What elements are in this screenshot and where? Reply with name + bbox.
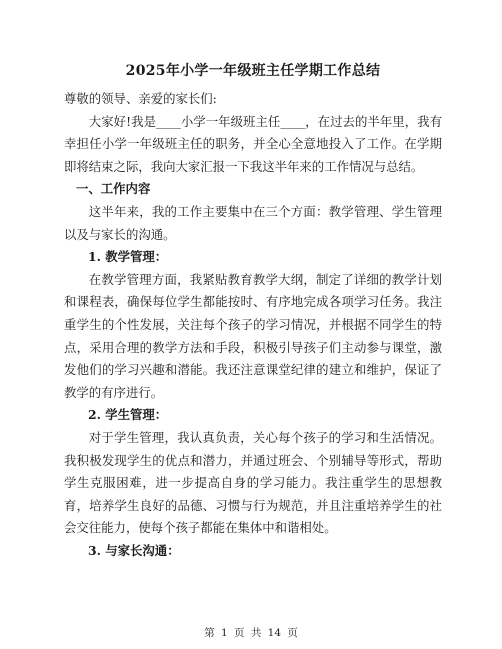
page-number-footer: 第 1 页 共 14 页 — [204, 627, 298, 639]
paragraph-student-management: 对于学生管理，我认真负责，关心每个孩子的学习和生活情况。我积极发现学生的优点和潜力，并通过班会、个别辅导等形式，帮助学生克服困难，进一步提高自身的学习能力。我注重学生的思想教育，培养学生良好的品德、习惯与行为规范，并且注重培养学生的社会交往能力，使每个孩子都能在集体中和谐相处。 — [64, 429, 442, 536]
intro-paragraph: 大家好!我是____小学一年级班主任____，在过去的半年里，我有幸担任小学一年级班主任的职务，并全心全意地投入了工作。在学期即将结束之际，我向大家汇报一下我这半年来的工作情况与总结。 — [64, 113, 442, 174]
subheading-parent-communication: 3. 与家长沟通： — [88, 542, 180, 558]
section-paragraph-work-content: 这半年来，我的工作主要集中在三个方面：教学管理、学生管理以及与家长的沟通。 — [64, 203, 442, 242]
greeting-line: 尊敬的领导、亲爱的家长们: — [64, 91, 217, 106]
document-body — [64, 60, 442, 562]
section-heading-work-content: 一、工作内容 — [76, 181, 151, 197]
subheading-teaching-management: 1. 教学管理： — [88, 249, 168, 265]
paragraph-teaching-management: 在教学管理方面，我紧贴教育教学大纲，制定了详细的教学计划和课程表，确保每位学生都能按时、有序地完成各项学习任务。我注重学生的个性发展，关注每个孩子的学习情况，并根据不同学生的特点，采用合理的教学方法和手段，积极引导孩子们主动参与课堂，激发他们的学习兴趣和潜能。我还注意课堂纪律的建立和维护，保证了教学的有序进行。 — [64, 271, 442, 400]
subheading-student-management: 2. 学生管理： — [88, 407, 168, 423]
document-title: 2025年小学一年级班主任学期工作总结 — [125, 63, 381, 79]
